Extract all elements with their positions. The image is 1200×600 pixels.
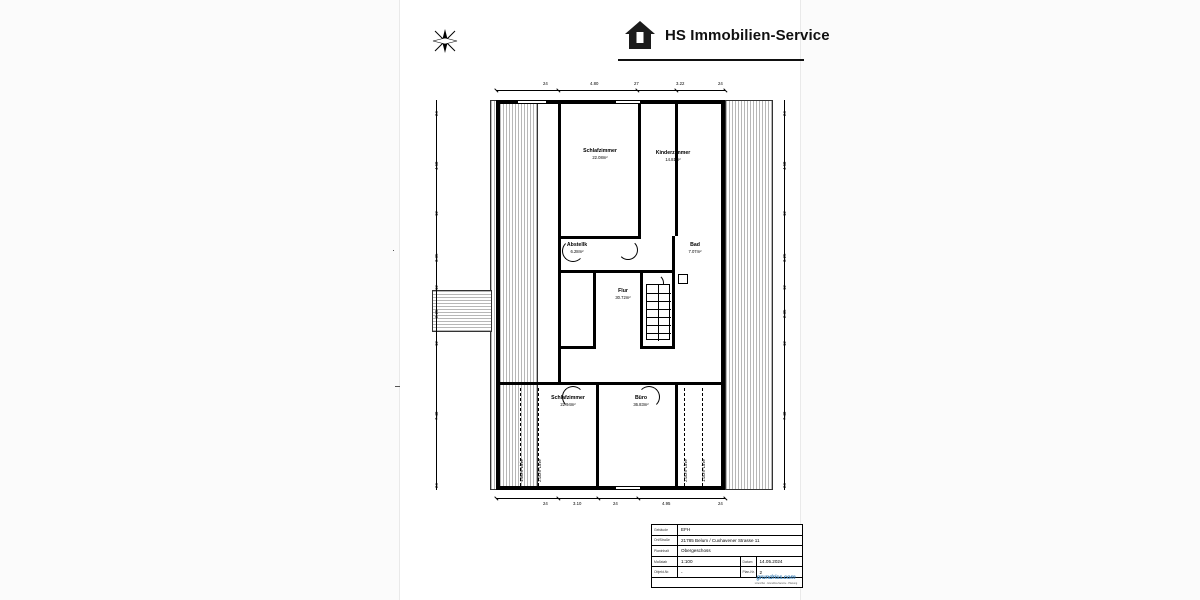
titleblock-value-date: 14.05.2024 xyxy=(759,559,783,565)
titleblock-key: Planinhalt xyxy=(652,546,678,556)
room-area: 6.28m² xyxy=(570,248,584,254)
limit-label-4: 1.00m-Linie xyxy=(701,459,706,482)
roof-hatch-right xyxy=(725,100,773,490)
titleblock-row xyxy=(652,557,802,568)
brand-subtitle: Lizenzfrei · Grundriss-Service · Planung xyxy=(754,582,798,585)
room-buero xyxy=(616,395,666,407)
floorplan-drawing xyxy=(410,70,790,510)
limit-label-2: 2.00m-Linie xyxy=(537,459,542,482)
interior-wall-kinderzimmer xyxy=(638,104,641,236)
window-top-left xyxy=(518,100,546,104)
room-area: 22.08m² xyxy=(592,154,608,160)
interior-wall-flur-bottom xyxy=(500,382,725,385)
interior-wall-abstell-right xyxy=(593,270,596,348)
window-top-right xyxy=(616,100,640,104)
dim-right-4: 12 xyxy=(782,285,787,290)
dim-top-0: 24 xyxy=(543,81,548,86)
room-name: Bad xyxy=(690,242,700,248)
dim-top-2: 27 xyxy=(634,81,639,86)
interior-wall-flur-left xyxy=(558,348,561,382)
company-name: HS Immobilien-Service xyxy=(665,26,830,44)
room-name: Flur xyxy=(618,288,628,294)
dim-left-2: 12 xyxy=(434,211,439,216)
balcony-hatch-left xyxy=(432,290,492,332)
door-arc-schlafzimmer-top xyxy=(618,240,638,260)
dim-right-5: 2.35 xyxy=(782,309,787,318)
room-area: 7.07m² xyxy=(688,248,702,254)
dimline-top xyxy=(496,90,725,91)
dim-bottom-4: 24 xyxy=(718,501,723,506)
exterior-wall-left xyxy=(496,100,500,490)
house-icon xyxy=(623,18,657,52)
titleblock-row xyxy=(652,536,802,547)
window-bottom-mid xyxy=(616,486,640,490)
room-kinderzimmer xyxy=(644,150,702,162)
dimline-right xyxy=(784,100,785,490)
titleblock xyxy=(651,524,803,588)
dim-top-3: 3.22 xyxy=(676,81,685,86)
dimline-left xyxy=(436,100,437,490)
room-name: Büro xyxy=(634,395,648,401)
dim-left-8: 24 xyxy=(434,483,439,488)
page-margin-left xyxy=(0,0,400,600)
grundriss-brand xyxy=(752,575,800,585)
dim-right-6: 12 xyxy=(782,341,787,346)
dim-right-2: 12 xyxy=(782,211,787,216)
bathroom-fixture xyxy=(678,274,688,284)
page-margin-right xyxy=(800,0,1200,600)
titleblock-key: Gebäude xyxy=(652,525,678,535)
dim-left-1: 4.60 xyxy=(434,161,439,170)
interior-wall-bad-upper-right xyxy=(672,236,675,272)
north-arrow-icon xyxy=(432,28,458,54)
room-name: Kinderzimmer xyxy=(655,150,691,156)
room-name: Schlafzimmer xyxy=(583,148,617,154)
room-area: 22.94m² xyxy=(560,401,576,407)
brand-name: grundriss.com xyxy=(756,575,796,581)
titleblock-key: Maßstab xyxy=(652,557,678,567)
dim-left-4: 12 xyxy=(434,285,439,290)
interior-wall-abstell-left xyxy=(558,270,561,348)
titleblock-key: Objekt-Nr. xyxy=(652,567,678,577)
dim-top-1: 4.80 xyxy=(590,81,599,86)
interior-wall-bad-top xyxy=(641,270,675,273)
room-name: Schlafzimmer xyxy=(551,395,585,401)
interior-wall-bad-bottom xyxy=(640,346,675,349)
dim-right-0: 24 xyxy=(782,111,787,116)
room-schlafzimmer-bottom xyxy=(530,395,606,407)
room-bad xyxy=(678,242,712,254)
logo-underline xyxy=(618,59,804,61)
titleblock-value: EFH xyxy=(681,527,691,533)
room-abstellk xyxy=(557,242,597,254)
titleblock-row xyxy=(652,525,802,536)
dim-bottom-3: 4.95 xyxy=(662,501,671,506)
dim-bottom-1: 3.10 xyxy=(573,501,582,506)
interior-wall-upper-right xyxy=(675,104,678,236)
titleblock-key: Ort/Straße xyxy=(652,536,678,546)
titleblock-key-date: Datum xyxy=(741,557,757,567)
interior-wall-abstell-top xyxy=(558,270,641,273)
dim-right-7: 7.40 xyxy=(782,411,787,420)
dimline-bottom xyxy=(496,498,725,499)
interior-wall-mid-upper xyxy=(558,236,641,239)
exterior-wall-right xyxy=(721,100,725,490)
limit-label-1: 1.00m-Linie xyxy=(519,459,524,482)
staircase xyxy=(646,284,670,340)
dim-bottom-0: 24 xyxy=(543,501,548,506)
margin-mark-left xyxy=(395,386,400,387)
dim-left-0: 24 xyxy=(434,111,439,116)
dim-top-4: 24 xyxy=(718,81,723,86)
limit-label-3: 2.00m-Linie xyxy=(683,459,688,482)
dim-left-5: 2.25 xyxy=(434,309,439,318)
titleblock-key-planno: Plan-Nr. xyxy=(741,567,757,577)
room-area: 14.81m² xyxy=(665,156,681,162)
titleblock-value-objectno: - xyxy=(681,569,683,575)
titleblock-row xyxy=(652,546,802,557)
dim-left-6: 12 xyxy=(434,341,439,346)
interior-wall-abstell-bottom xyxy=(558,346,596,349)
titleblock-value-planno: 2 xyxy=(759,569,763,575)
dim-right-8: 24 xyxy=(782,483,787,488)
titleblock-value: Obergeschoss xyxy=(681,548,711,554)
titleblock-value-scale: 1:100 xyxy=(681,559,693,565)
room-area: 36.83m² xyxy=(633,401,649,407)
room-area: 30.72m² xyxy=(615,294,631,300)
dim-bottom-2: 24 xyxy=(613,501,618,506)
company-logo xyxy=(623,18,830,52)
dim-right-1: 4.60 xyxy=(782,161,787,170)
dim-left-3: 3.35 xyxy=(434,253,439,262)
margin-mark-left-2 xyxy=(393,250,394,251)
exterior-wall-bottom xyxy=(496,486,725,490)
interior-wall-bad-right xyxy=(672,270,675,348)
dim-left-7: 7.40 xyxy=(434,411,439,420)
interior-wall-bad-left xyxy=(640,270,643,348)
room-name: Abstellk xyxy=(566,242,588,248)
room-flur xyxy=(598,288,648,300)
interior-wall-lower-right xyxy=(675,385,678,486)
dim-right-3: 3.25 xyxy=(782,253,787,262)
titleblock-value: 21785 Belum / Cuxhavener Strasse 11 xyxy=(681,537,760,543)
room-schlafzimmer-top xyxy=(565,148,635,160)
